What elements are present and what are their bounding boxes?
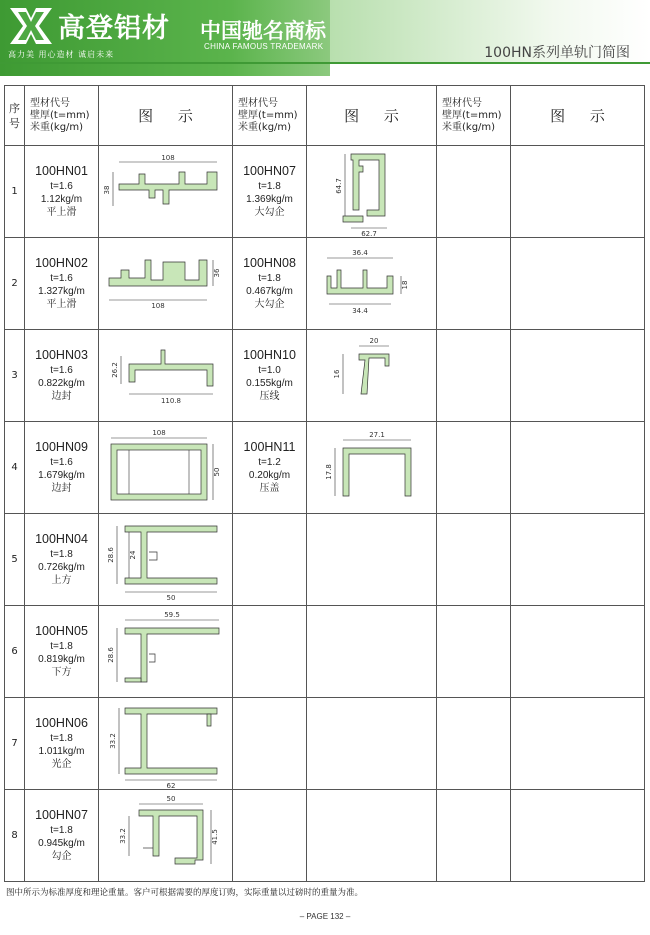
header-figure: 图 示 [307,86,437,146]
wall-thickness: t=1.2 [258,457,281,468]
profile-code: 100HN06 [35,716,88,730]
dimension-label: 34.4 [352,307,368,315]
dimension-label: 20 [369,337,379,345]
empty-cell [307,698,437,790]
table-row [5,146,645,238]
empty-cell [511,146,645,238]
profile-spec [233,238,307,330]
dimension-label: 50 [213,467,221,477]
profile-drawing [99,238,233,330]
profile-name: 下方 [51,667,72,678]
profile-name: 压线 [259,391,280,402]
dimension-label: 18 [401,280,409,290]
dimension-label: 27.1 [369,431,385,439]
profile-spec [25,422,99,514]
profile-spec [233,330,307,422]
empty-cell [233,698,307,790]
meter-weight: 0.20kg/m [248,470,291,481]
empty-cell [511,514,645,606]
dimension-label: 64.7 [335,178,343,194]
profile-spec [25,330,99,422]
profile-code: 100HN02 [35,256,88,270]
wall-thickness: t=1.6 [50,365,73,376]
dimension-label: 41.5 [211,829,219,845]
empty-cell [307,514,437,606]
profile-drawing [307,146,437,238]
empty-cell [437,422,511,514]
dimension-label: 38 [103,185,111,195]
profile-drawing [99,514,233,606]
table-row [5,698,645,790]
profile-name: 光企 [51,759,72,770]
profile-name: 大勾企 [254,299,285,310]
dimension-label: 108 [151,302,165,310]
dimension-label: 33.2 [119,828,127,844]
profile-code: 100HN05 [35,624,88,638]
profile-name: 大勾企 [254,207,285,218]
header-spec: 型材代号 壁厚(t=mm) 米重(kg/m) [437,86,511,146]
row-seq: 6 [5,606,25,698]
profile-drawing [307,330,437,422]
table-row [5,606,645,698]
profile-spec [25,606,99,698]
wall-thickness: t=1.8 [50,825,73,836]
table-row [5,422,645,514]
trademark-title: 中国驰名商标 [200,19,326,43]
meter-weight: 0.155kg/m [246,378,293,389]
empty-cell [511,330,645,422]
dimension-label: 36 [213,268,221,278]
profile-code: 100HN07 [35,808,88,822]
header-figure: 图 示 [511,86,645,146]
empty-cell [437,146,511,238]
meter-weight: 0.819kg/m [38,654,85,665]
wall-thickness: t=1.8 [258,181,281,192]
meter-weight: 0.726kg/m [38,562,85,573]
table-row [5,330,645,422]
wall-thickness: t=1.6 [50,457,73,468]
empty-cell [437,606,511,698]
dimension-label: 17.8 [325,464,333,480]
profile-name: 边封 [51,391,72,402]
profile-name: 压盖 [259,483,280,494]
row-seq: 8 [5,790,25,882]
dimension-label: 50 [166,594,176,602]
meter-weight: 0.945kg/m [38,838,85,849]
dimension-label: 110.8 [160,397,182,405]
profile-spec [25,146,99,238]
dimension-label: 28.6 [107,647,115,663]
empty-cell [233,514,307,606]
profile-name: 平上滑 [46,299,77,310]
profile-drawing [99,790,233,882]
header-divider [0,62,650,64]
profile-spec [25,790,99,882]
meter-weight: 1.327kg/m [38,286,85,297]
profile-drawing [307,238,437,330]
profile-spec [233,146,307,238]
profile-table [4,85,645,882]
empty-cell [511,238,645,330]
meter-weight: 0.467kg/m [246,286,293,297]
header-seq: 序号 [5,86,25,146]
dimension-label: 28.6 [107,547,115,563]
row-seq: 7 [5,698,25,790]
brand-slogan: 高力美 用心造材 诚启未来 [8,50,115,59]
profile-code: 100HN09 [35,440,88,454]
header-spec: 型材代号 壁厚(t=mm) 米重(kg/m) [233,86,307,146]
profile-drawing [99,330,233,422]
wall-thickness: t=1.6 [50,273,73,284]
dimension-label: 33.2 [109,733,117,749]
empty-cell [511,698,645,790]
profile-name: 上方 [51,575,72,586]
empty-cell [511,422,645,514]
profile-drawing [99,146,233,238]
meter-weight: 1.12kg/m [40,194,83,205]
empty-cell [437,238,511,330]
profile-drawing [99,698,233,790]
empty-cell [307,790,437,882]
trademark-subtitle: CHINA FAMOUS TRADEMARK [204,42,324,51]
dimension-label: 108 [152,429,166,437]
wall-thickness: t=1.6 [50,181,73,192]
dimension-label: 36.4 [352,249,368,257]
row-seq: 4 [5,422,25,514]
dimension-label: 108 [161,154,175,162]
profile-drawing [99,422,233,514]
dimension-label: 62 [166,782,176,789]
empty-cell [307,606,437,698]
page-number: – PAGE 132 – [299,912,351,921]
header-figure: 图 示 [99,86,233,146]
profile-spec [25,698,99,790]
profile-name: 边封 [51,483,72,494]
meter-weight: 0.822kg/m [38,378,85,389]
empty-cell [437,330,511,422]
wall-thickness: t=1.8 [50,549,73,560]
empty-cell [437,698,511,790]
profile-code: 100HN08 [243,256,296,270]
meter-weight: 1.679kg/m [38,470,85,481]
profile-code: 100HN03 [35,348,88,362]
brand-logo-icon [6,6,56,46]
empty-cell [437,514,511,606]
empty-cell [437,790,511,882]
series-title: 100HN系列单轨门简图 [484,45,630,61]
table-row [5,514,645,606]
row-seq: 5 [5,514,25,606]
dimension-label: 16 [333,369,341,379]
dimension-label: 50 [166,795,176,803]
dimension-label: 26.2 [111,362,119,378]
profile-code: 100HN11 [243,440,296,454]
empty-cell [233,790,307,882]
wall-thickness: t=1.0 [258,365,281,376]
profile-code: 100HN04 [35,532,88,546]
profile-spec [25,238,99,330]
row-seq: 1 [5,146,25,238]
table-header-row [5,86,645,146]
wall-thickness: t=1.8 [50,641,73,652]
header-spec: 型材代号 壁厚(t=mm) 米重(kg/m) [25,86,99,146]
profile-name: 勾企 [51,851,72,862]
page-header [0,0,650,76]
empty-cell [233,606,307,698]
meter-weight: 1.369kg/m [246,194,293,205]
empty-cell [511,790,645,882]
row-seq: 3 [5,330,25,422]
profile-name: 平上滑 [46,207,77,218]
row-seq: 2 [5,238,25,330]
wall-thickness: t=1.8 [258,273,281,284]
table-row [5,238,645,330]
profile-drawing [307,422,437,514]
brand-name: 高登铝材 [58,13,170,44]
dimension-label: 62.7 [361,230,377,237]
empty-cell [511,606,645,698]
profile-code: 100HN07 [243,164,296,178]
dimension-label: 59.5 [164,611,180,619]
dimension-label: 24 [129,550,137,560]
footnote: 图中所示为标准厚度和理论重量。客户可根据需要的厚度订购，实际重量以过磅时的重量为准。 [6,888,364,898]
meter-weight: 1.011kg/m [38,746,85,757]
table-row [5,790,645,882]
wall-thickness: t=1.8 [50,733,73,744]
profile-code: 100HN10 [243,348,296,362]
profile-drawing [99,606,233,698]
profile-code: 100HN01 [35,164,88,178]
profile-spec [233,422,307,514]
profile-spec [25,514,99,606]
